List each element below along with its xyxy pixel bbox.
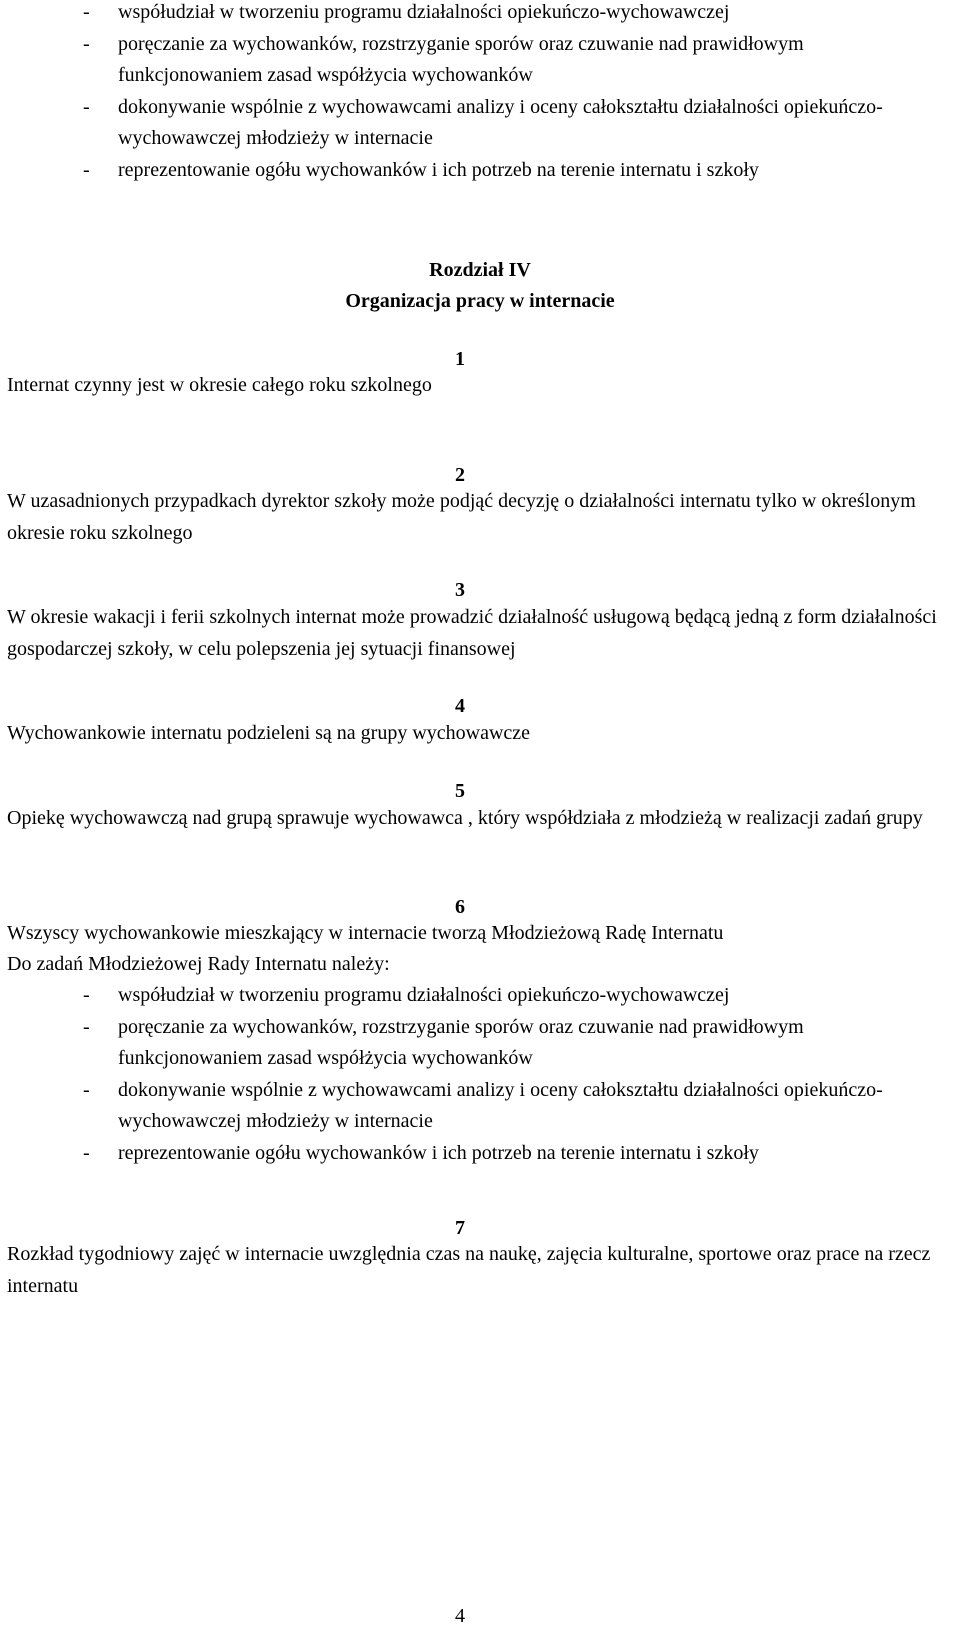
section-number-1: 1 — [455, 348, 465, 370]
section-number-4: 4 — [455, 695, 465, 717]
section-text-6: Wszyscy wychowankowie mieszkający w internacie tworzą Młodzieżową Radę Internatu — [7, 922, 724, 944]
list-item: - poręczanie za wychowanków, rozstrzyganie sporów oraz czuwanie nad prawidłowym funkcjonowaniem zasad współżycia wychowanków — [83, 32, 804, 86]
section-number-3: 3 — [455, 579, 465, 601]
section-text-4: Wychowankowie internatu podzieleni są na grupy wychowawcze — [7, 722, 531, 744]
page-number: 4 — [455, 1605, 465, 1627]
section-number-6: 6 — [455, 896, 465, 918]
section-text-5: Opiekę wychowawczą nad grupą sprawuje wychowawca , który współdziała z młodzieżą w realizacji zadań grupy — [7, 807, 923, 829]
council-tasks-list — [0, 980, 888, 1169]
section-number-2: 2 — [455, 464, 465, 486]
list-item: - reprezentowanie ogółu wychowanków i ich potrzeb na terenie internatu i szkoły — [83, 1141, 759, 1164]
section-text-3: W okresie wakacji i ferii szkolnych internat może prowadzić działalność usługową będącą jedną z form działalności gospodarczej szkoły, w celu polepszenia jej sytuacji finansowej — [7, 606, 937, 660]
section-text-2: W uzasadnionych przypadkach dyrektor szkoły może podjąć decyzję o działalności internatu tylko w określonym okresie roku szkolnego — [7, 490, 916, 544]
list-item: - poręczanie za wychowanków, rozstrzyganie sporów oraz czuwanie nad prawidłowym funkcjonowaniem zasad współżycia wychowanków — [83, 1015, 804, 1069]
section-text-7: Rozkład tygodniowy zajęć w internacie uwzględnia czas na naukę, zajęcia kulturalne, sportowe oraz prace na rzecz internatu — [7, 1243, 931, 1297]
chapter-subtitle: Organizacja pracy w internacie — [345, 290, 615, 312]
chapter-title: Rozdział IV — [429, 259, 531, 281]
list-item: - współudział w tworzeniu programu działalności opiekuńczo-wychowawczej — [83, 984, 730, 1006]
section-text-1: Internat czynny jest w okresie całego roku szkolnego — [7, 374, 432, 396]
section-number-5: 5 — [455, 780, 465, 802]
section-number-7: 7 — [455, 1217, 465, 1239]
list-item: - reprezentowanie ogółu wychowanków i ich potrzeb na terenie internatu i szkoły — [83, 158, 759, 181]
list-item: - dokonywanie wspólnie z wychowawcami analizy i oceny całokształtu działalności opiekuńczo-wychowawczej młodzieży w internacie — [83, 1078, 883, 1132]
list-item: - współudział w tworzeniu programu działalności opiekuńczo-wychowawczej — [83, 1, 730, 23]
section-text-6-intro: Do zadań Młodzieżowej Rady Internatu należy: — [7, 953, 390, 975]
list-item: - dokonywanie wspólnie z wychowawcami analizy i oceny całokształtu działalności opiekuńczo-wychowawczej młodzieży w internacie — [83, 95, 883, 149]
top-list — [0, 0, 888, 186]
